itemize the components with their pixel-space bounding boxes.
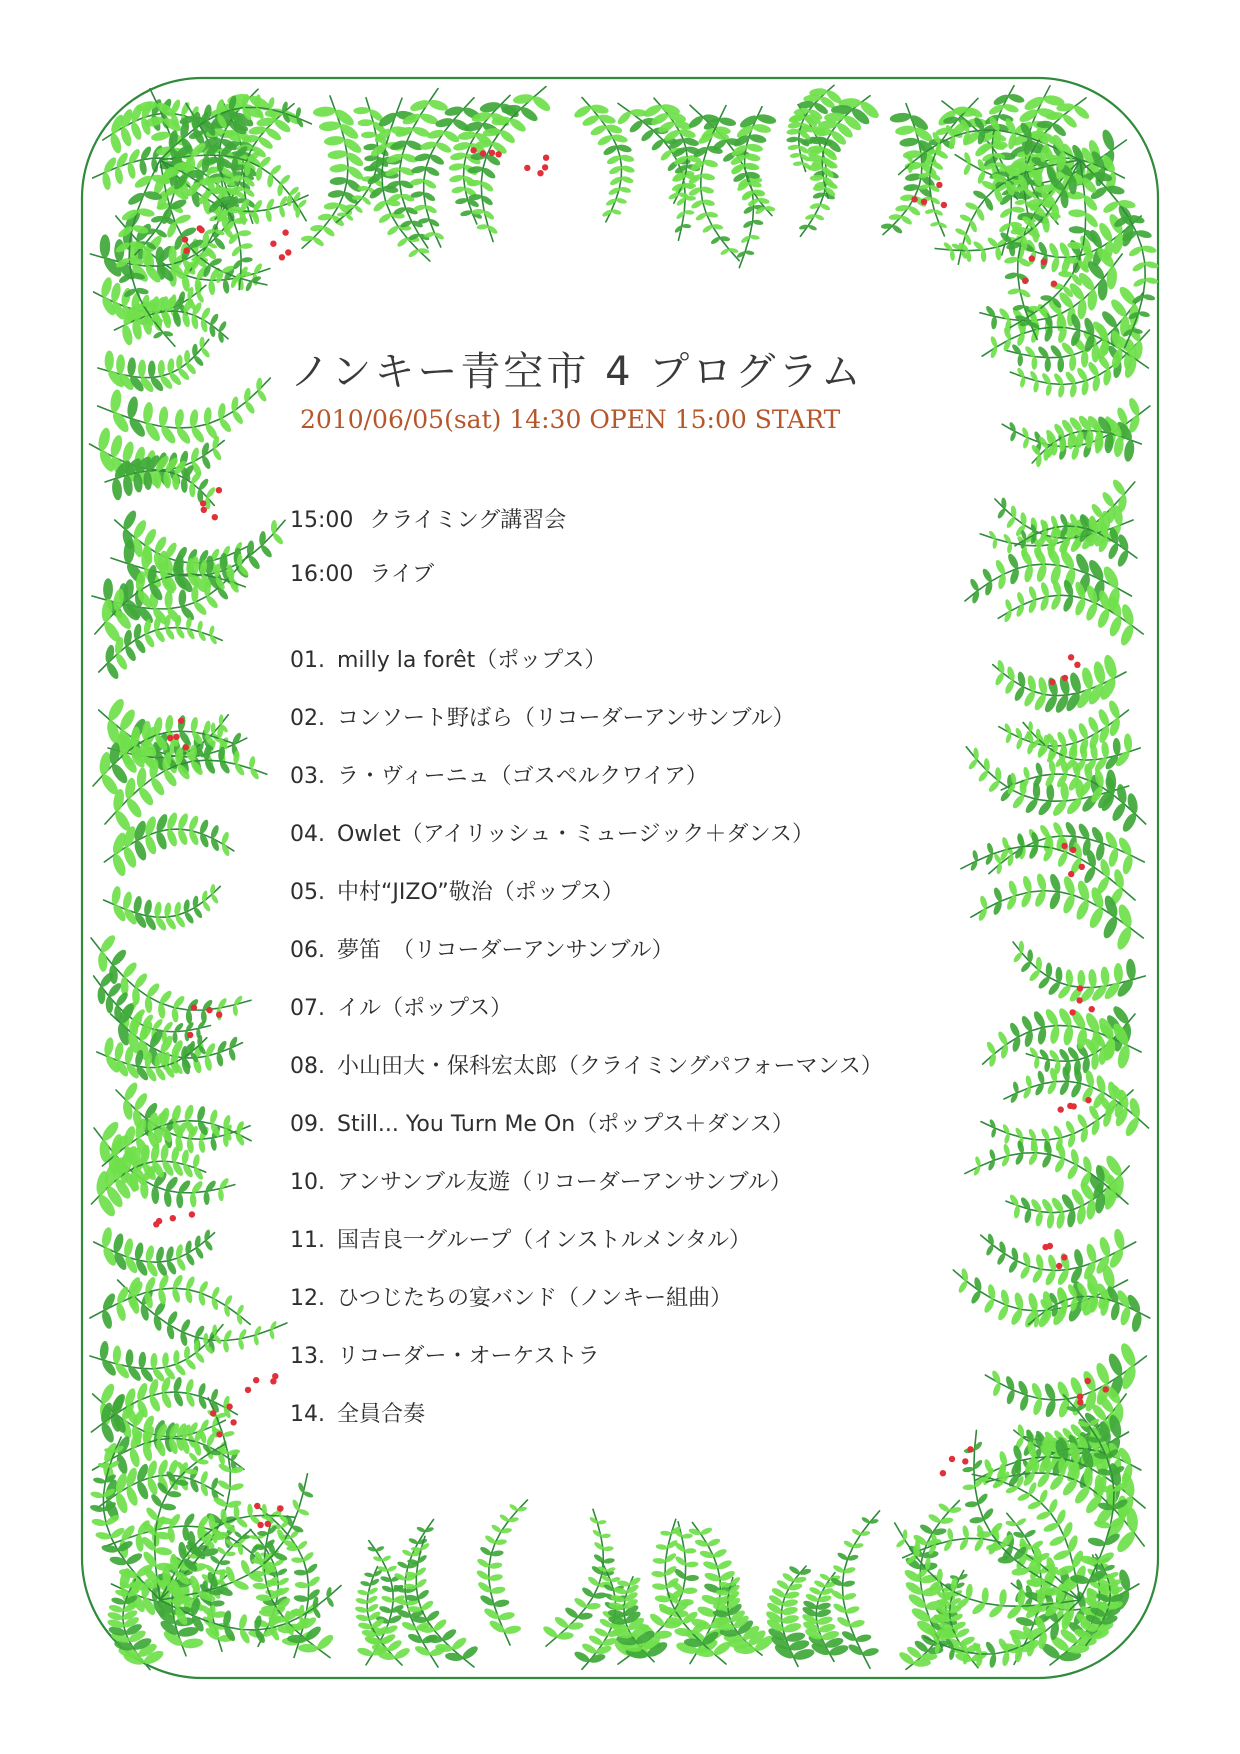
act-item bbox=[290, 1339, 600, 1370]
schedule-label: ライブ bbox=[369, 562, 435, 587]
act-item bbox=[290, 1223, 751, 1254]
act-item bbox=[290, 1049, 883, 1080]
act-item bbox=[290, 1107, 794, 1138]
act-label: 国吉良一グループ（インストルメンタル） bbox=[337, 1228, 752, 1253]
act-item bbox=[290, 991, 512, 1022]
act-number: 02. bbox=[290, 706, 325, 731]
act-number: 08. bbox=[290, 1054, 325, 1079]
event-date-line: 2010/06/05(sat) 14:30 OPEN 15:00 START bbox=[300, 405, 841, 434]
act-item bbox=[290, 1165, 792, 1196]
act-label: 夢笛 （リコーダーアンサンブル） bbox=[337, 938, 674, 963]
schedule-time: 16:00 bbox=[290, 562, 354, 587]
act-label: Owlet（アイリッシュ・ミュージック＋ダンス） bbox=[337, 822, 814, 847]
act-item bbox=[290, 1397, 425, 1428]
act-number: 09. bbox=[290, 1112, 325, 1137]
act-number: 14. bbox=[290, 1402, 325, 1427]
act-label: コンソート野ばら（リコーダーアンサンブル） bbox=[337, 706, 795, 731]
act-number: 04. bbox=[290, 822, 325, 847]
act-item bbox=[290, 875, 624, 906]
act-number: 13. bbox=[290, 1344, 325, 1369]
schedule-label: クライミング講習会 bbox=[369, 508, 567, 533]
act-label: アンサンブル友遊（リコーダーアンサンブル） bbox=[337, 1170, 792, 1195]
act-number: 10. bbox=[290, 1170, 325, 1195]
program-title: ノンキー青空市 4 プログラム bbox=[290, 349, 864, 395]
act-label: 全員合奏 bbox=[337, 1402, 426, 1427]
act-label: milly la forêt（ポップス） bbox=[337, 648, 607, 673]
act-number: 05. bbox=[290, 880, 325, 905]
act-item bbox=[290, 933, 674, 964]
act-number: 12. bbox=[290, 1286, 325, 1311]
act-label: リコーダー・オーケストラ bbox=[337, 1344, 600, 1369]
schedule-item bbox=[290, 557, 434, 588]
act-number: 01. bbox=[290, 648, 325, 673]
act-label: イル（ポップス） bbox=[337, 996, 513, 1021]
act-item bbox=[290, 759, 708, 790]
act-label: 小山田大・保科宏太郎（クライミングパフォーマンス） bbox=[337, 1054, 883, 1079]
act-item bbox=[290, 817, 814, 848]
act-label: Still... You Turn Me On（ポップス＋ダンス） bbox=[337, 1112, 794, 1137]
act-number: 06. bbox=[290, 938, 325, 963]
act-number: 03. bbox=[290, 764, 325, 789]
act-label: 中村“JIZO”敬治（ポップス） bbox=[337, 880, 624, 905]
act-item bbox=[290, 701, 795, 732]
act-number: 11. bbox=[290, 1228, 325, 1253]
act-label: ひつじたちの宴バンド（ノンキー組曲） bbox=[337, 1286, 733, 1311]
schedule-time: 15:00 bbox=[290, 508, 354, 533]
act-label: ラ・ヴィーニュ（ゴスペルクワイア） bbox=[337, 764, 708, 789]
act-number: 07. bbox=[290, 996, 325, 1021]
act-item bbox=[290, 1281, 732, 1312]
act-item bbox=[290, 643, 606, 674]
schedule-item bbox=[290, 503, 566, 534]
